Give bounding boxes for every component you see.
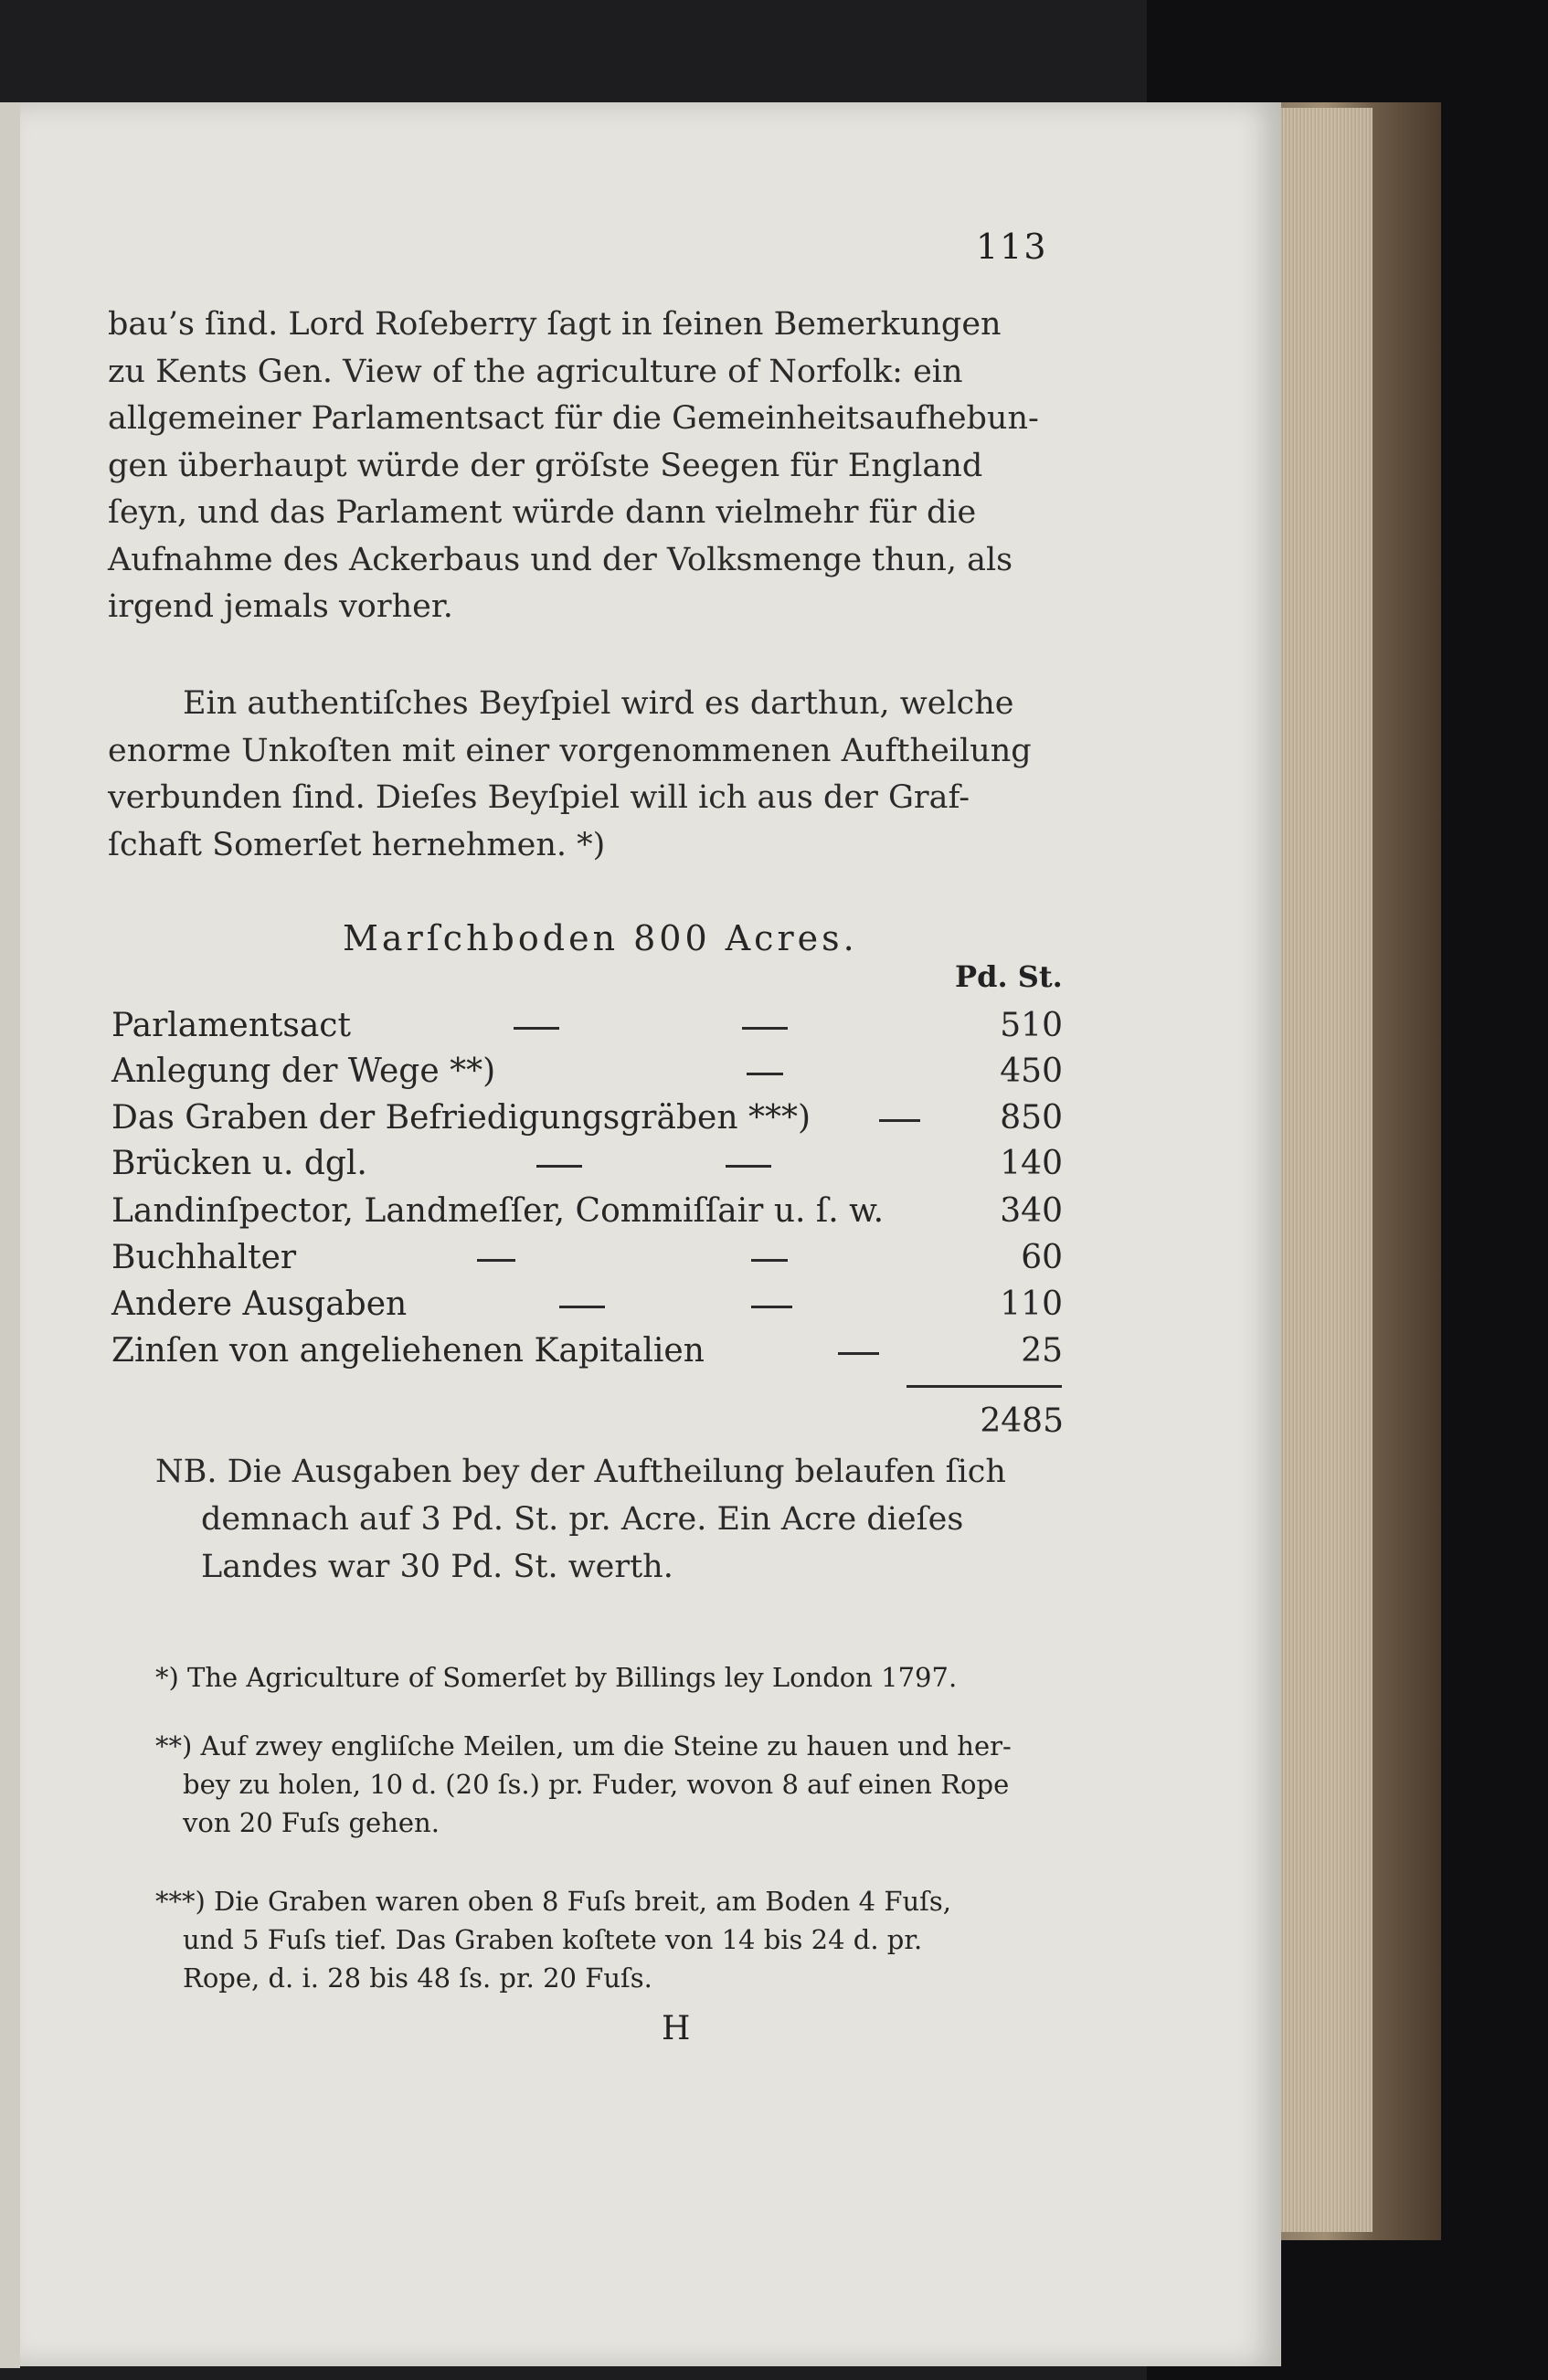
table-row — [111, 1145, 1066, 1190]
table-row — [111, 1099, 1066, 1145]
table-row — [111, 1192, 1066, 1238]
paragraph-line: verbunden ſind. Dieſes Beyſpiel will ich aus der Graf- — [108, 779, 970, 816]
leader-dash — [726, 1165, 771, 1168]
leader-dash — [751, 1306, 792, 1308]
leader-dash — [559, 1306, 605, 1308]
footnote-2 — [155, 1727, 1069, 1842]
row-value: 510 — [1000, 1007, 1063, 1044]
leader-dash — [747, 1073, 783, 1075]
page-edges — [1272, 108, 1373, 2232]
footnote-line: bey zu holen, 10 d. (20 ſs.) pr. Fuder, wovon 8 auf einen Rope — [183, 1769, 1010, 1800]
leader-dash — [536, 1165, 582, 1168]
footnote-line: und 5 Fuſs tief. Das Graben koſtete von 14 bis 24 d. pr. — [183, 1924, 923, 1955]
sum-rule — [907, 1385, 1062, 1388]
table-row — [111, 1052, 1066, 1098]
row-label: Das Graben der Befriedigungsgräben ***) — [111, 1099, 811, 1137]
row-label: Andere Ausgaben — [111, 1285, 408, 1323]
leader-dash — [477, 1259, 515, 1262]
footnote-line: Rope, d. i. 28 bis 48 ſs. pr. 20 Fuſs. — [183, 1962, 652, 1994]
paragraph-line: zu Kents Gen. View of the agriculture of Norfolk: ein — [108, 353, 963, 390]
table-row — [111, 1007, 1066, 1052]
paragraph-line: Ein authentiſches Beyſpiel wird es darthun, welche — [183, 685, 1014, 722]
row-value: 60 — [1021, 1239, 1063, 1276]
note-line: demnach auf 3 Pd. St. pr. Acre. Ein Acre dieſes — [201, 1501, 964, 1538]
paragraph-line: allgemeiner Parlamentsact für die Gemeinheitsaufhebun- — [108, 400, 1039, 437]
table-row — [111, 1285, 1066, 1331]
note-line: Landes war 30 Pd. St. werth. — [201, 1549, 673, 1585]
paragraph-line: irgend jemals vorher. — [108, 588, 453, 625]
nb-note — [155, 1448, 1069, 1591]
footnote-line: **) Auf zwey engliſche Meilen, um die Steine zu hauen und her- — [155, 1730, 1012, 1761]
row-label: Anlegung der Wege **) — [111, 1052, 496, 1090]
footnote-line: ***) Die Graben waren oben 8 Fuſs breit, am Boden 4 Fuſs, — [155, 1886, 951, 1917]
row-value: 340 — [1000, 1192, 1063, 1230]
footnote-3 — [155, 1882, 1069, 1997]
paragraph-line: ſchaft Somerſet hernehmen. *) — [108, 826, 606, 863]
table-row — [111, 1239, 1066, 1285]
row-value: 450 — [1000, 1052, 1063, 1090]
leader-dash — [742, 1027, 788, 1030]
footnote-line: von 20 Fuſs gehen. — [183, 1807, 440, 1838]
row-label: Landinſpector, Landmeſſer, Commiſſair u. ſ. w. — [111, 1192, 885, 1230]
paragraph-line: bau’s ſind. Lord Roſeberry ſagt in ſeinen Bemerkungen — [108, 306, 1002, 343]
page-number: 113 — [976, 227, 1048, 267]
footnote-line: *) The Agriculture of Somerſet by Billings ley London 1797. — [155, 1662, 958, 1693]
table-title: Marſchboden 800 Acres. — [343, 918, 858, 958]
note-line: NB. Die Ausgaben bey der Auftheilung belaufen ſich — [155, 1454, 1006, 1490]
leader-dash — [838, 1352, 879, 1355]
signature-mark: H — [662, 2010, 691, 2047]
paragraph-2 — [108, 681, 1058, 869]
paragraph-1 — [108, 301, 1058, 631]
row-value: 850 — [1000, 1099, 1063, 1137]
row-label: Buchhalter — [111, 1239, 297, 1276]
row-value: 140 — [1000, 1145, 1063, 1182]
row-value: 110 — [1000, 1285, 1063, 1323]
table-row — [111, 1332, 1066, 1378]
row-label: Parlamentsact — [111, 1007, 351, 1044]
footnote-1 — [155, 1658, 1069, 1697]
paragraph-line: Aufnahme des Ackerbaus und der Volksmenge thun, als — [108, 541, 1013, 578]
paragraph-line: enorme Unkoſten mit einer vorgenommenen Auftheilung — [108, 732, 1032, 769]
previous-page-edge — [0, 102, 20, 2368]
row-label: Zinſen von angeliehenen Kapitalien — [111, 1332, 705, 1370]
table-total: 2485 — [980, 1402, 1064, 1440]
leader-dash — [751, 1259, 788, 1262]
currency-unit-header: Pd. St. — [955, 959, 1063, 994]
leader-dash — [879, 1119, 920, 1122]
leader-dash — [514, 1027, 559, 1030]
paragraph-line: gen überhaupt würde der gröſste Seegen für England — [108, 447, 983, 484]
row-label: Brücken u. dgl. — [111, 1145, 367, 1182]
row-value: 25 — [1021, 1332, 1063, 1370]
paragraph-line: ſeyn, und das Parlament würde dann vielmehr für die — [108, 494, 977, 531]
